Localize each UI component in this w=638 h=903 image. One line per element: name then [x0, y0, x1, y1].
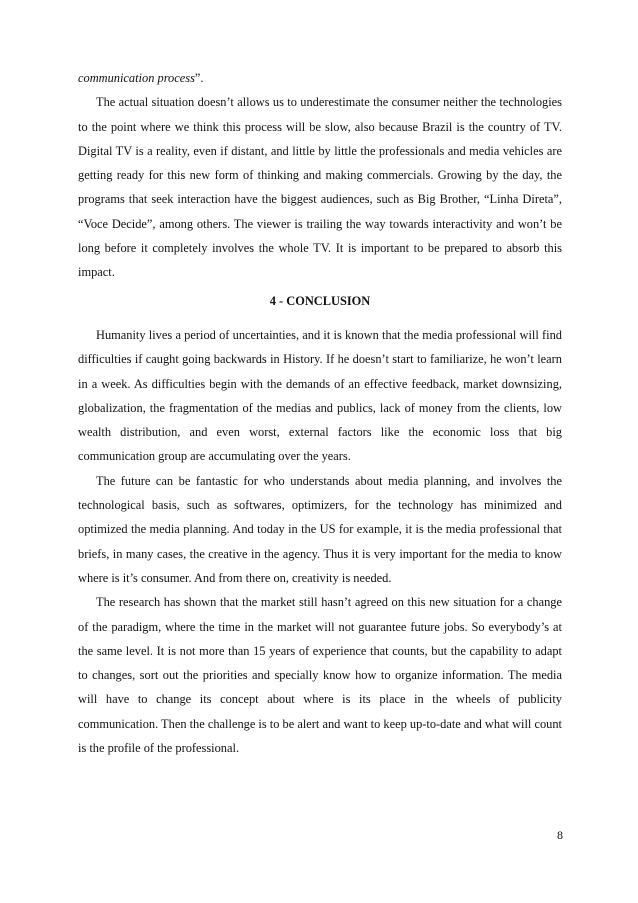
document-page — [78, 66, 562, 760]
paragraph-uncertainties: Humanity lives a period of uncertainties, and it is known that the media professional will find difficulties if caught going backwards in History. If he doesn’t start to familiarize, he won’t learn in a week. As difficulties begin with the demands of an effective feedback, market downsizing, globalization, the fragmentation of the medias and publics, lack of money from the clients, low wealth distribution, and even worst, external factors like the economic loss that big communication group are accumulating over the years. — [78, 327, 562, 464]
continuation-line — [78, 66, 562, 90]
paragraph-research: The research has shown that the market still hasn’t agreed on this new situation for a change of the paradigm, where the time in the market will not guarantee future jobs. So everybody’s at the same level. It is not more than 15 years of experience that counts, but the capability to adapt to changes, sort out the priorities and specially know how to organize information. The media will have to change its concept about where is its place in the wheels of publicity communication. Then the challenge is to be alert and want to keep up-to-date and what will count is the profile of the professional. — [78, 595, 562, 756]
continued-quote-tail: ”. — [194, 71, 204, 85]
paragraph-digital-tv: The actual situation doesn’t allows us to underestimate the consumer neither the technologies to the point where we think this process will be slow, also because Brazil is the country of TV. Digital TV is a reality, even if distant, and little by little the professionals and media vehicles are getting ready for this new form of thinking and making commercials. Growing by the day, the programs that seek interaction have the biggest audiences, such as Big Brother, “Linha Direta”, “Voce Decide”, among others. The viewer is trailing the way towards interactivity and won’t be long before it completely involves the whole TV. It is important to be prepared to absorb this impact. — [78, 95, 562, 280]
paragraph-future: The future can be fantastic for who understands about media planning, and involves the technological basis, such as softwares, optimizers, for the technology has minimized and optimized the media planning. And today in the US for example, it is the media professional that briefs, in many cases, the creative in the agency. Thus it is very important for the media to know where is it’s consumer. And from there on, creativity is needed. — [78, 473, 562, 585]
page-number: 8 — [557, 828, 563, 842]
continued-quote-italic: communication process — [78, 71, 195, 85]
section-heading: 4 - CONCLUSION — [269, 293, 371, 308]
